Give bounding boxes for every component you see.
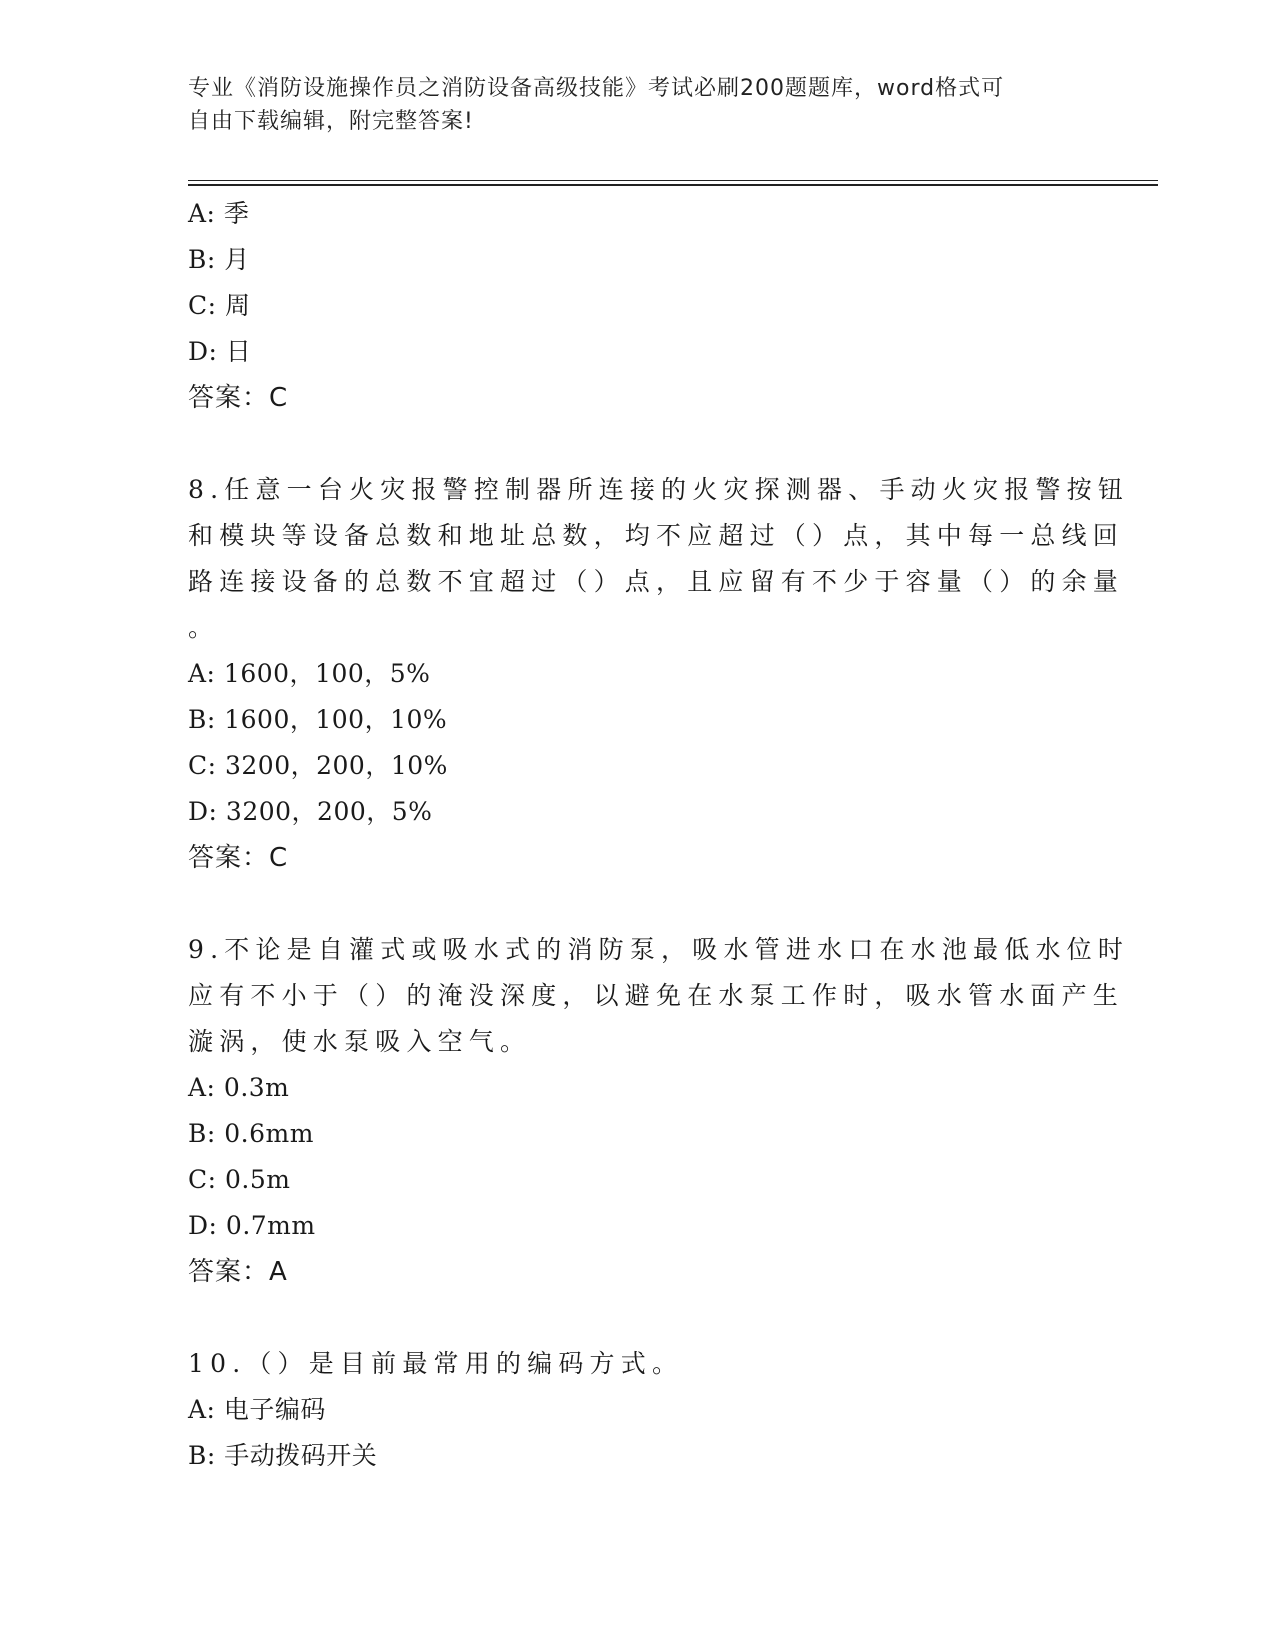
stem-line: 10.（）是目前最常用的编码方式。	[188, 1349, 684, 1378]
question-8	[188, 467, 1130, 881]
option-b: B: 月	[188, 245, 250, 274]
option-d: D: 日	[188, 337, 252, 366]
option-c: C: 周	[188, 291, 251, 320]
option-a: A: 0.3m	[188, 1073, 290, 1102]
stem-line: 。	[188, 613, 220, 642]
spacer	[188, 1295, 1068, 1341]
answer: 答案：C	[188, 843, 289, 873]
answer: 答案：C	[188, 383, 289, 413]
header-rule-thin	[188, 180, 1158, 181]
header-line-2: 自由下载编辑，附完整答案!	[188, 109, 474, 134]
question-stem	[188, 1341, 1068, 1387]
answer: 答案：A	[188, 1257, 288, 1287]
spacer	[188, 881, 1068, 927]
question-10	[188, 1341, 1068, 1479]
option-a: A: 季	[188, 199, 250, 228]
stem-line: 9.不论是自灌式或吸水式的消防泵，吸水管进水口在水池最低水位时	[188, 935, 1130, 964]
question-stem	[188, 927, 1130, 1065]
document-body	[188, 191, 1130, 1479]
stem-line: 和模块等设备总数和地址总数，均不应超过（）点，其中每一总线回	[188, 521, 1125, 550]
option-b: B: 手动拨码开关	[188, 1441, 378, 1470]
spacer	[188, 421, 1068, 467]
question-9	[188, 927, 1130, 1295]
question-stem	[188, 467, 1130, 651]
stem-line: 路连接设备的总数不宜超过（）点，且应留有不少于容量（）的余量	[188, 567, 1125, 596]
option-d: D: 0.7mm	[188, 1211, 316, 1240]
option-b: B: 1600，100，10%	[188, 705, 448, 734]
stem-line: 漩涡，使水泵吸入空气。	[188, 1027, 532, 1056]
header-line-1: 专业《消防设施操作员之消防设备高级技能》考试必刷200题题库，word格式可	[188, 76, 1005, 101]
question-7	[188, 191, 1068, 421]
option-d: D: 3200，200，5%	[188, 797, 433, 826]
option-a: A: 1600，100，5%	[188, 659, 431, 688]
option-c: C: 3200，200，10%	[188, 751, 448, 780]
header-rule-thick	[188, 184, 1158, 186]
stem-line: 应有不小于（）的淹没深度，以避免在水泵工作时，吸水管水面产生	[188, 981, 1125, 1010]
option-a: A: 电子编码	[188, 1395, 326, 1424]
option-b: B: 0.6mm	[188, 1119, 314, 1148]
option-c: C: 0.5m	[188, 1165, 291, 1194]
document-header	[188, 72, 1068, 138]
stem-line: 8.任意一台火灾报警控制器所连接的火灾探测器、手动火灾报警按钮	[188, 475, 1130, 504]
